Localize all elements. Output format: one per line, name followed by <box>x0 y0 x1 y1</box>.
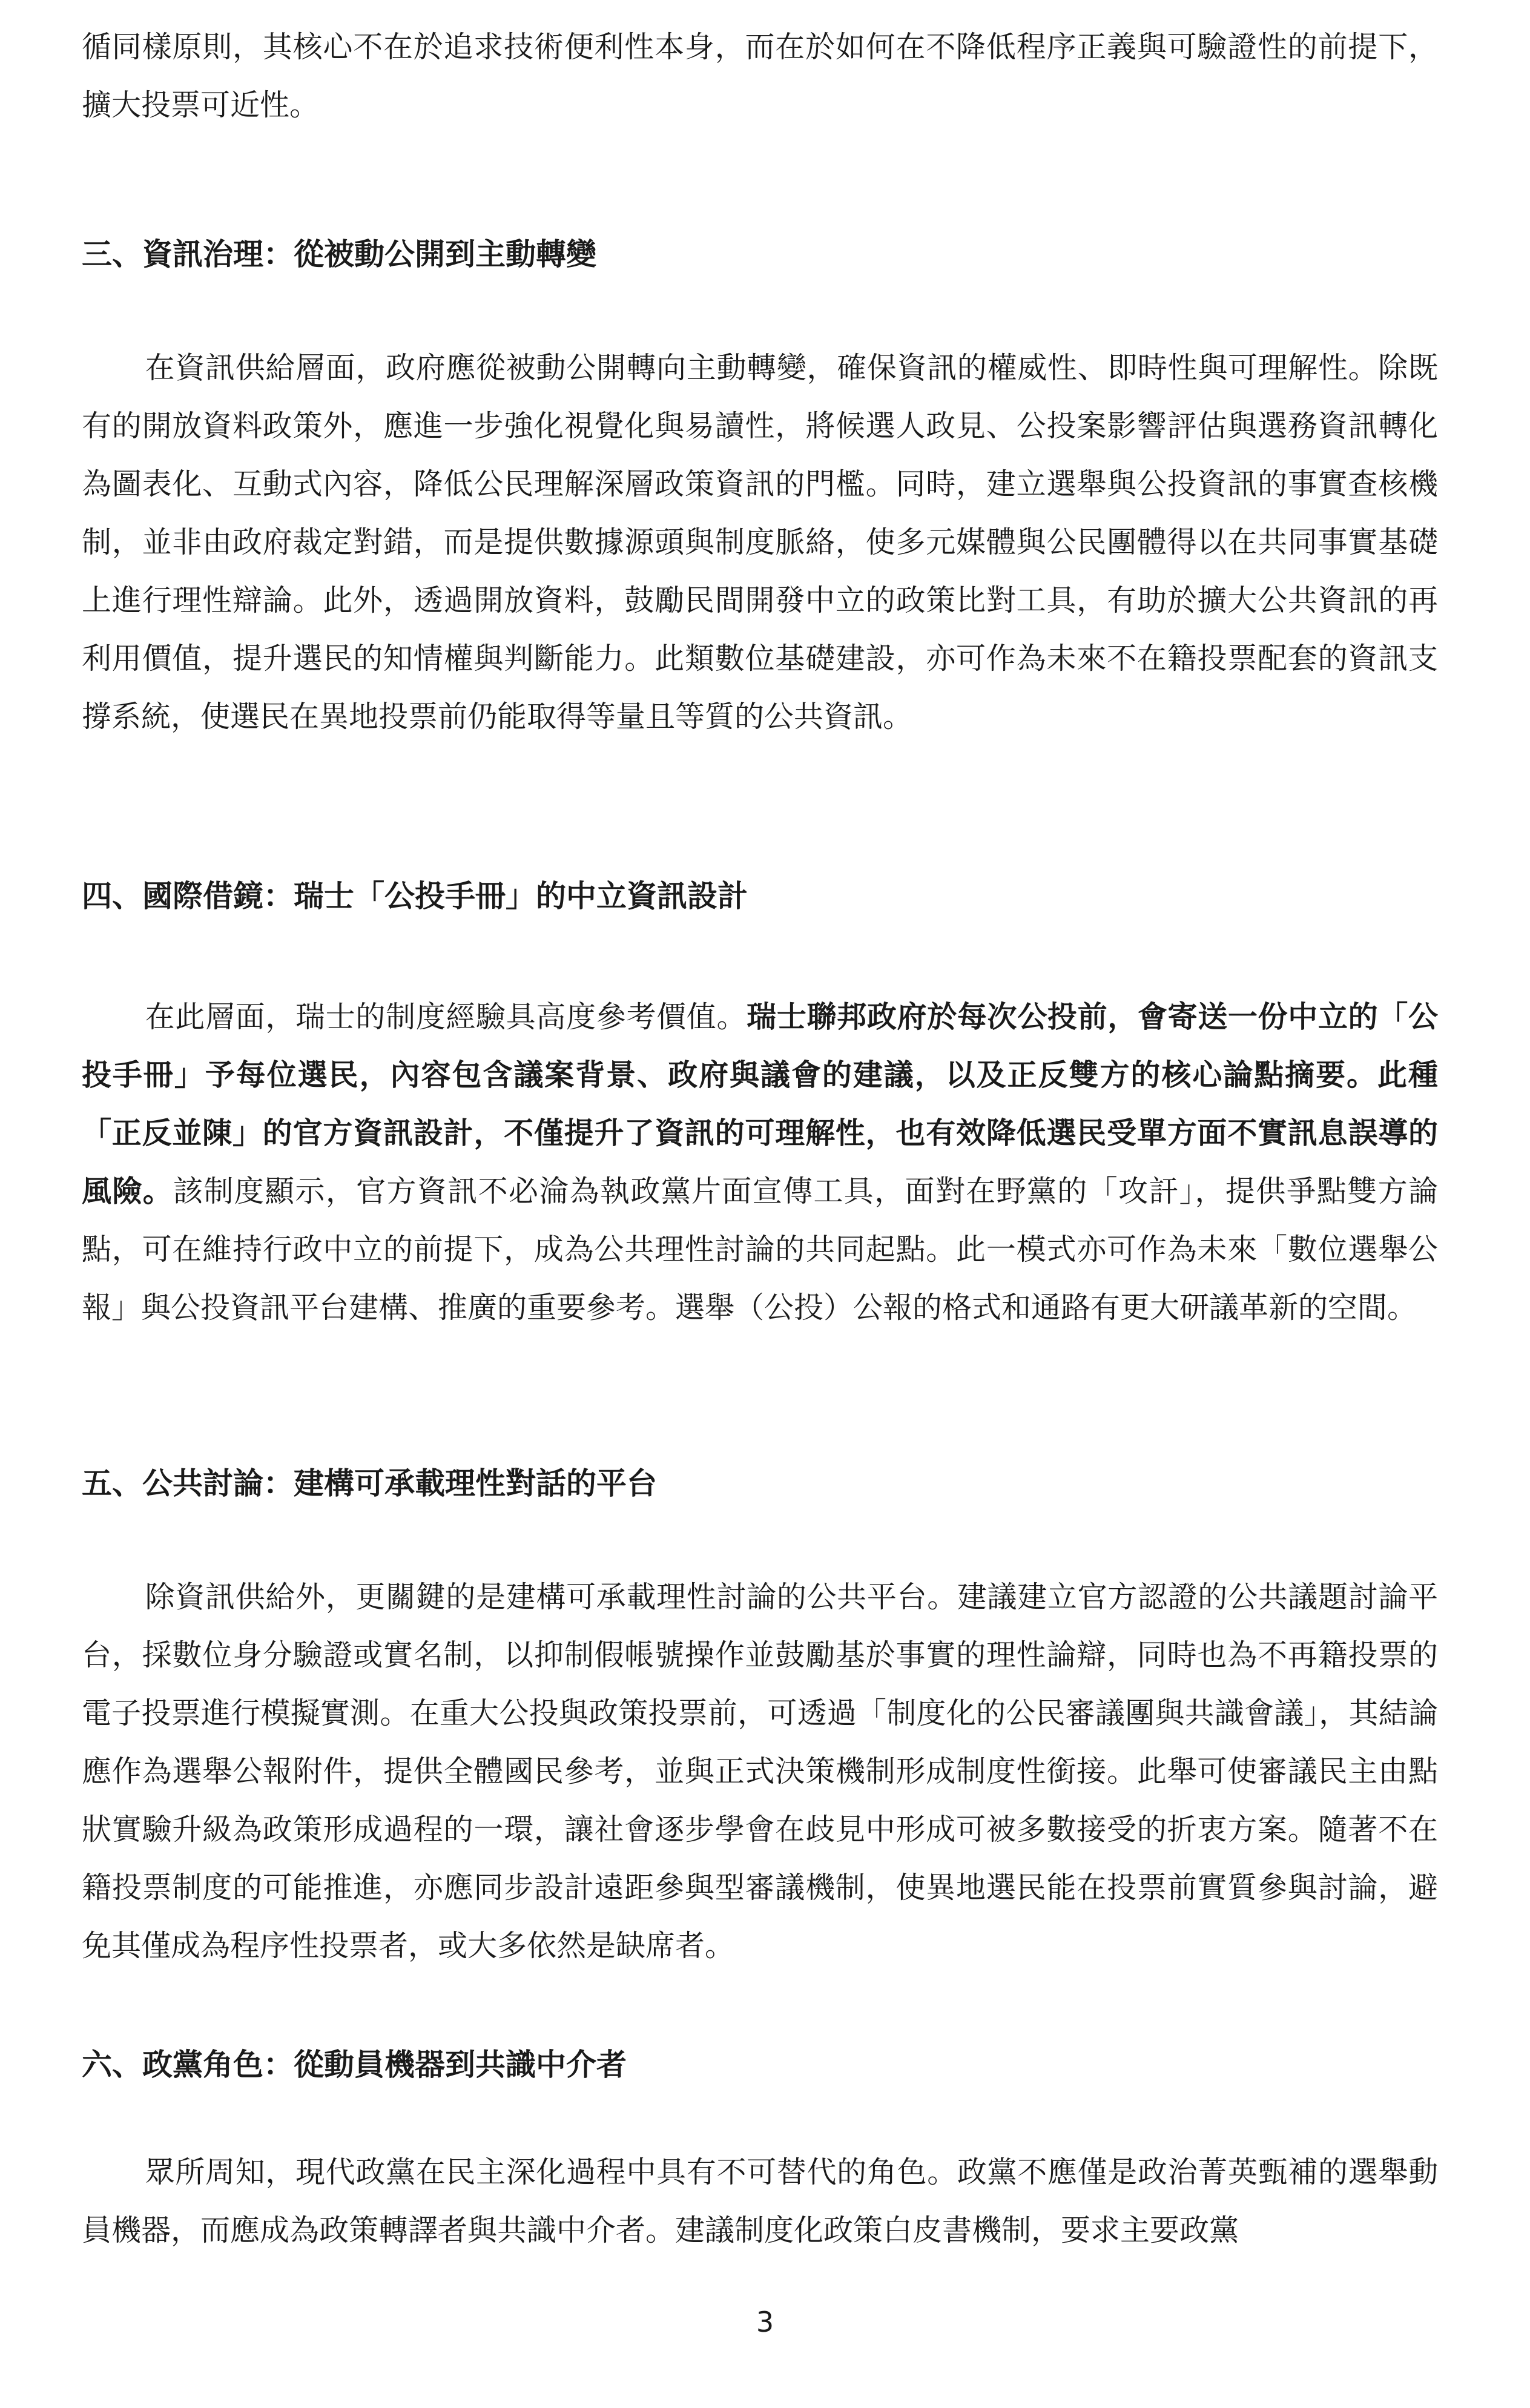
section-3-heading: 三、資訊治理：從被動公開到主動轉變 <box>82 237 596 272</box>
intro-paragraph: 循同樣原則，其核心不在於追求技術便利性本身，而在於如何在不降低程序正義與可驗證性的前提下，擴大投票可近性。 <box>82 30 1438 122</box>
section-3-body <box>82 339 1438 746</box>
section-5-text: 除資訊供給外，更關鍵的是建構可承載理性討論的公共平台。建議建立官方認證的公共議題討論平台，採數位身分驗證或實名制，以抑制假帳號操作並鼓勵基於事實的理性論辯，同時也為不再籍投票的電子投票進行模擬實測。在重大公投與政策投票前，可透過「制度化的公民審議團與共識會議」，其結論應作為選舉公報附件，提供全體國民參考，並與正式決策機制形成制度性銜接。此舉可使審議民主由點狀實驗升級為政策形成過程的一環，讓社會逐步學會在歧見中形成可被多數接受的折衷方案。隨著不在籍投票制度的可能推進，亦應同步設計遠距參與型審議機制，使異地選民能在投票前實質參與討論，避免其僅成為程序性投票者，或大多依然是缺席者。 <box>82 1580 1438 1963</box>
page-number: 3 <box>756 2306 774 2338</box>
section-5-heading: 五、公共討論：建構可承載理性對話的平台 <box>82 1466 657 1501</box>
section-6-heading: 六、政黨角色：從動員機器到共識中介者 <box>82 2047 627 2082</box>
section-6-text: 眾所周知，現代政黨在民主深化過程中具有不可替代的角色。政黨不應僅是政治菁英甄補的選舉動員機器，而應成為政策轉譯者與共識中介者。建議制度化政策白皮書機制，要求主要政黨 <box>82 2155 1438 2248</box>
section-4-text-emphasis: 瑞士聯邦政府於每次公投前，會寄送一份中立的「公投手冊」予每位選民，內容包含議案背景、政府與議會的建議，以及正反雙方的核心論點摘要。此種「正反並陳」的官方資訊設計，不僅提升了資訊的可理解性，也有效降低選民受單方面不實訊息誤導的風險。 <box>82 1000 1438 1209</box>
section-6-body <box>82 2143 1438 2260</box>
section-4-text-intro: 在此層面，瑞士的制度經驗具高度參考價值。 <box>145 1000 747 1034</box>
section-4-heading: 四、國際借鏡：瑞士「公投手冊」的中立資訊設計 <box>82 879 748 914</box>
section-4-body <box>82 988 1438 1337</box>
section-4-text-rest: 該制度顯示，官方資訊不必淪為執政黨片面宣傳工具，面對在野黨的「攻訐」，提供爭點雙方論點，可在維持行政中立的前提下，成為公共理性討論的共同起點。此一模式亦可作為未來「數位選舉公報」與公投資訊平台建構、推廣的重要參考。選舉（公投）公報的格式和通路有更大研議革新的空間。 <box>82 1174 1438 1325</box>
section-5-body <box>82 1568 1438 1975</box>
section-3-text: 在資訊供給層面，政府應從被動公開轉向主動轉變，確保資訊的權威性、即時性與可理解性。除既有的開放資料政策外，應進一步強化視覺化與易讀性，將候選人政見、公投案影響評估與選務資訊轉化為圖表化、互動式內容，降低公民理解深層政策資訊的門檻。同時，建立選舉與公投資訊的事實查核機制，並非由政府裁定對錯，而是提供數據源頭與制度脈絡，使多元媒體與公民團體得以在共同事實基礎上進行理性辯論。此外，透過開放資料，鼓勵民間開發中立的政策比對工具，有助於擴大公共資訊的再利用價值，提升選民的知情權與判斷能力。此類數位基礎建設，亦可作為未來不在籍投票配套的資訊支撐系統，使選民在異地投票前仍能取得等量且等質的公共資訊。 <box>82 351 1438 734</box>
